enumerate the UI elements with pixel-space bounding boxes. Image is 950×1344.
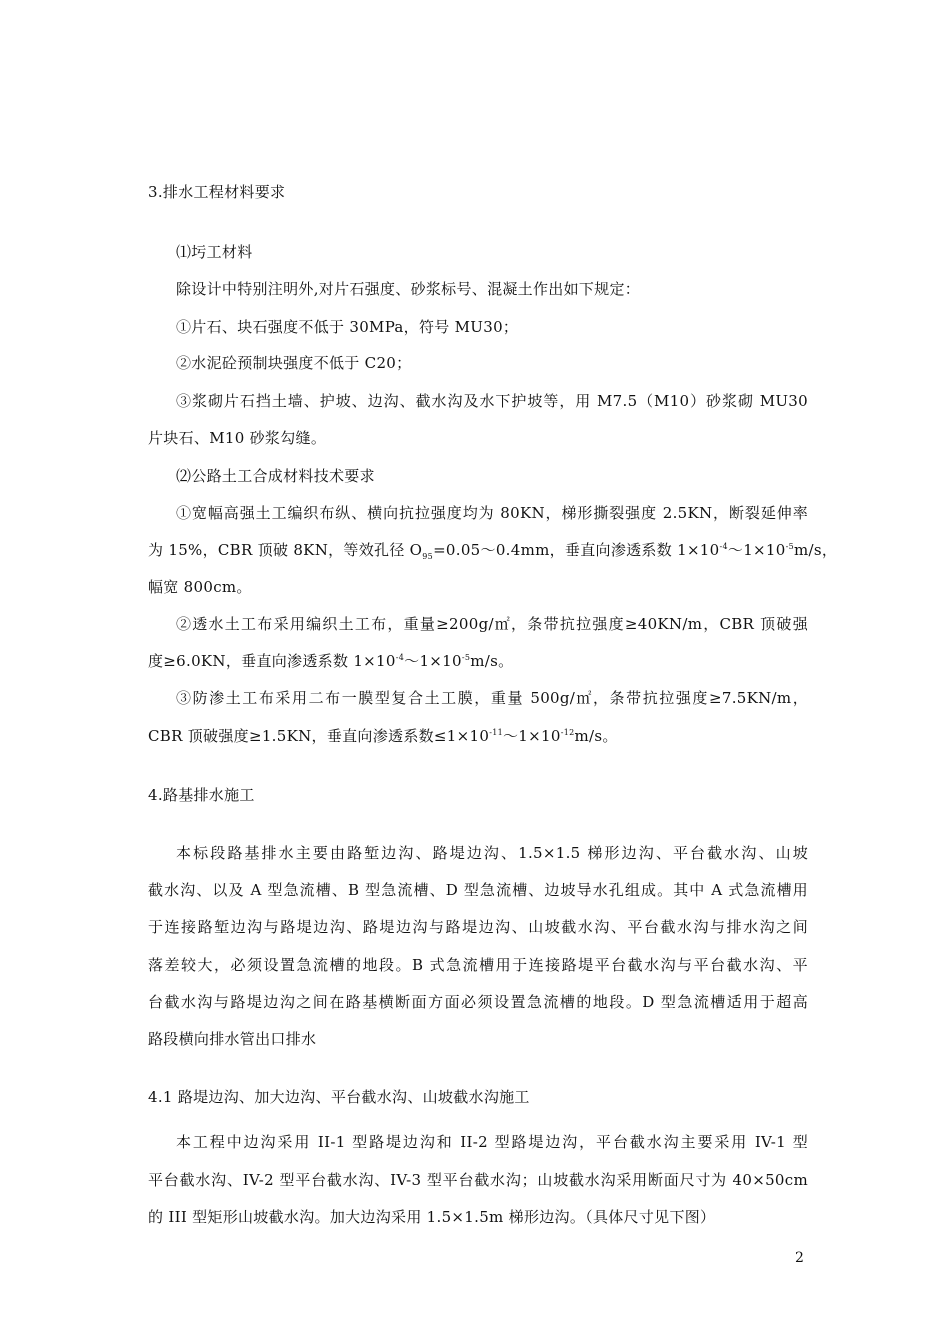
- geosynthetics-item-1-line-3: 幅宽 800cm。: [148, 578, 252, 596]
- section-4-paragraph-line-3: 于连接路堑边沟与路堤边沟、路堤边沟与路堤边沟、山坡截水沟、平台截水沟与排水沟之间: [148, 918, 808, 936]
- section-3-title: 3.排水工程材料要求: [148, 183, 286, 201]
- masonry-intro: 除设计中特别注明外,对片石强度、砂浆标号、混凝土作出如下规定：: [176, 280, 641, 298]
- geosynthetics-heading: ⑵公路土工合成材料技术要求: [176, 467, 375, 485]
- subscript-95: 95: [422, 552, 434, 561]
- geosynthetics-item-2-line-1: ②透水土工布采用编织土工布，重量≥200g/㎡，条带抗拉强度≥40KN/m，CBR 顶破强: [176, 615, 808, 633]
- masonry-item-3-line-1: ③浆砌片石挡土墙、护坡、边沟、截水沟及水下护坡等，用 M7.5（M10）砂浆砌 MU30: [176, 392, 808, 410]
- section-4-paragraph-line-6: 路段横向排水管出口排水: [148, 1030, 317, 1048]
- section-4-paragraph-line-5: 台截水沟与路堤边沟之间在路基横断面方面必须设置急流槽的地段。D 型急流槽适用于超高: [148, 993, 808, 1011]
- section-4-1-paragraph-line-3: 的 III 型矩形山坡截水沟。加大边沟采用 1.5×1.5m 梯形边沟。（具体尺寸见下图）: [148, 1208, 716, 1226]
- masonry-item-3-line-2: 片块石、M10 砂浆勾缝。: [148, 429, 327, 447]
- masonry-item-1: ①片石、块石强度不低于 30MPa，符号 MU30；: [176, 318, 519, 336]
- section-4-paragraph-line-4: 落差较大，必须设置急流槽的地段。B 式急流槽用于连接路堤平台截水沟与平台截水沟、平: [148, 956, 808, 974]
- geosynthetics-item-2-line-2: 度≥6.0KN，垂直向渗透系数 $1\times 10^{-4}\sim 1\times 10^{-5}m/s$。: [148, 652, 514, 670]
- section-4-1-title: 4.1 路堤边沟、加大边沟、平台截水沟、山坡截水沟施工: [148, 1088, 530, 1106]
- masonry-materials-heading: ⑴圬工材料: [176, 243, 253, 261]
- section-4-paragraph-line-2: 截水沟、以及 A 型急流槽、B 型急流槽、D 型急流槽、边坡导水孔组成。其中 A 式急流槽用: [148, 881, 808, 899]
- section-4-title: 4.路基排水施工: [148, 786, 255, 804]
- geosynthetics-item-1-line-1: ①宽幅高强土工编织布纵、横向抗拉强度均为 80KN，梯形撕裂强度 2.5KN，断裂延伸率: [176, 504, 808, 522]
- section-4-1-paragraph-line-1: 本工程中边沟采用 II-1 型路堤边沟和 II-2 型路堤边沟，平台截水沟主要采用 IV-1 型: [176, 1133, 808, 1151]
- section-4-1-paragraph-line-2: 平台截水沟、IV-2 型平台截水沟、IV-3 型平台截水沟；山坡截水沟采用断面尺寸为 40×50cm: [148, 1171, 808, 1189]
- geosynthetics-item-3-line-1: ③防渗土工布采用二布一膜型复合土工膜，重量 500g/㎡，条带抗拉强度≥7.5KN/m，: [176, 689, 808, 707]
- geosynthetics-item-1-line-2: 为 15%，CBR 顶破 8KN，等效孔径 $O_{95}=0.05\sim 0.4mm$，垂直向渗透系数 $1\times 10^{-4}\sim 1\times 10^{-5}m/s$，: [148, 541, 838, 561]
- section-4-paragraph-line-1: 本标段路基排水主要由路堑边沟、路堤边沟、1.5×1.5 梯形边沟、平台截水沟、山坡: [176, 844, 808, 862]
- geosynthetics-item-3-line-2: CBR 顶破强度≥1.5KN，垂直向渗透系数$\le 1\times 10^{-11}\sim 1\times 10^{-12}m/s$。: [148, 727, 618, 745]
- masonry-item-2: ②水泥砼预制块强度不低于 C20；: [176, 354, 412, 372]
- page-number: 2: [795, 1250, 804, 1266]
